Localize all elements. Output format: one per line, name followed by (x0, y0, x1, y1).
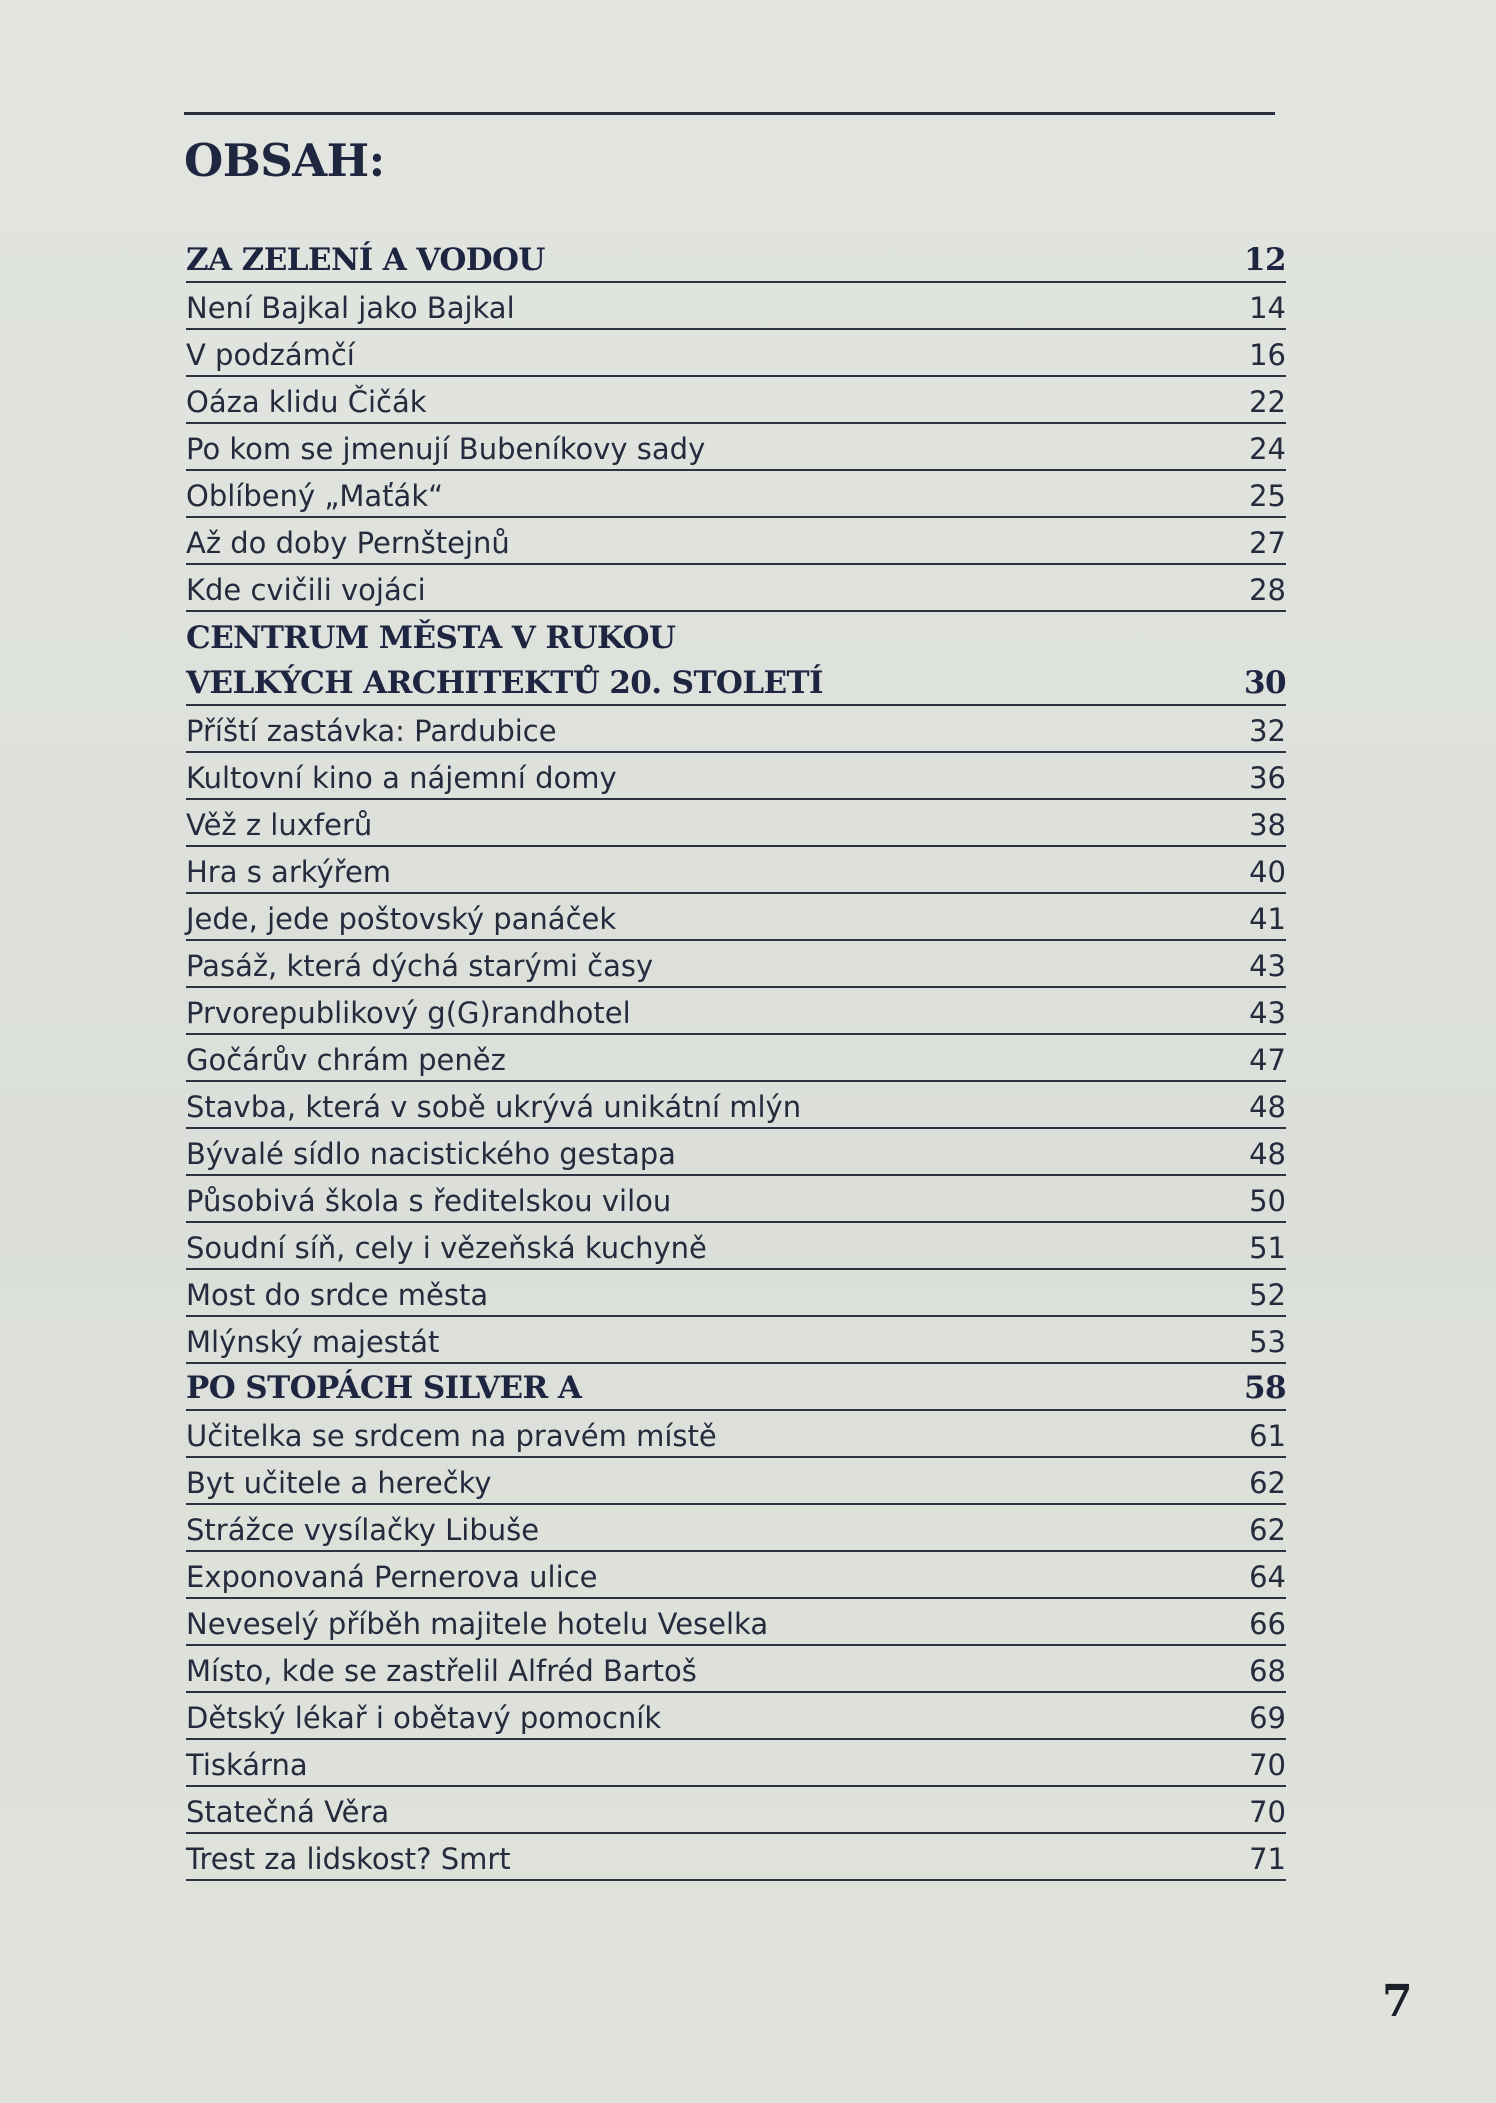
toc-entry-row[interactable] (186, 330, 1286, 377)
toc-section-row[interactable] (186, 236, 1286, 283)
toc-section-page: 12 (1244, 242, 1286, 278)
toc-entry-page: 28 (1249, 573, 1286, 607)
toc-entry-page: 64 (1249, 1560, 1286, 1594)
toc-entry-title: Trest za lidskost? Smrt (186, 1842, 511, 1876)
toc-entry-row[interactable] (186, 1082, 1286, 1129)
toc-entry-title: Dětský lékař i obětavý pomocník (186, 1701, 662, 1735)
toc-entry-row[interactable] (186, 1740, 1286, 1787)
toc-entry-title: Most do srdce města (186, 1278, 489, 1312)
toc-entry-row[interactable] (186, 565, 1286, 612)
toc-entry-title: Až do doby Pernštejnů (186, 526, 510, 560)
toc-entry-page: 16 (1249, 338, 1286, 372)
toc-section-title: ZA ZELENÍ A VODOU (186, 242, 545, 278)
toc-entry-page: 22 (1249, 385, 1286, 419)
toc-entry-title: Po kom se jmenují Bubeníkovy sady (186, 432, 706, 466)
toc-entry-title: Bývalé sídlo nacistického gestapa (186, 1137, 676, 1171)
toc-entry-page: 53 (1249, 1325, 1286, 1359)
toc-entry-row[interactable] (186, 1035, 1286, 1082)
toc-entry-page: 71 (1249, 1842, 1286, 1876)
toc-entry-page: 40 (1249, 855, 1286, 889)
toc-entry-page: 70 (1249, 1748, 1286, 1782)
toc-entry-row[interactable] (186, 1223, 1286, 1270)
toc-entry-title: Gočárův chrám peněz (186, 1043, 506, 1077)
toc-section-page: 30 (1244, 665, 1286, 701)
toc-entry-title: Místo, kde se zastřelil Alfréd Bartoš (186, 1654, 697, 1688)
toc-entry-page: 62 (1249, 1466, 1286, 1500)
toc-entry-page: 62 (1249, 1513, 1286, 1547)
toc-section-title-line (186, 612, 1286, 659)
toc-entry-page: 47 (1249, 1043, 1286, 1077)
toc-entry-row[interactable] (186, 1599, 1286, 1646)
toc-entry-page: 66 (1249, 1607, 1286, 1641)
toc-section-row[interactable] (186, 659, 1286, 706)
toc-entry-row[interactable] (186, 1834, 1286, 1881)
toc-section-page: 58 (1244, 1370, 1286, 1406)
toc-entry-title: Příští zastávka: Pardubice (186, 714, 557, 748)
toc-entry-title: Hra s arkýřem (186, 855, 392, 889)
toc-entry-page: 41 (1249, 902, 1286, 936)
toc-entry-title: Exponovaná Pernerova ulice (186, 1560, 598, 1594)
toc-entry-row[interactable] (186, 1458, 1286, 1505)
toc-entry-row[interactable] (186, 1787, 1286, 1834)
toc-entry-row[interactable] (186, 1505, 1286, 1552)
toc-entry-page: 25 (1249, 479, 1286, 513)
toc-entry-page: 48 (1249, 1090, 1286, 1124)
page-number: 7 (1382, 1976, 1413, 2027)
toc-entry-title: Oáza klidu Čičák (186, 385, 427, 419)
toc-entry-title: Není Bajkal jako Bajkal (186, 291, 515, 325)
toc-entry-row[interactable] (186, 1411, 1286, 1458)
toc-entry-title: Působivá škola s ředitelskou vilou (186, 1184, 672, 1218)
toc-entry-row[interactable] (186, 424, 1286, 471)
toc-entry-page: 50 (1249, 1184, 1286, 1218)
toc-entry-title: Soudní síň, cely i vězeňská kuchyně (186, 1231, 707, 1265)
toc-entry-page: 51 (1249, 1231, 1286, 1265)
toc-entry-page: 48 (1249, 1137, 1286, 1171)
toc-entry-row[interactable] (186, 706, 1286, 753)
toc-entry-page: 61 (1249, 1419, 1286, 1453)
toc-entry-title: Tiskárna (186, 1748, 308, 1782)
toc-entry-page: 38 (1249, 808, 1286, 842)
toc-entry-page: 70 (1249, 1795, 1286, 1829)
toc-entry-page: 32 (1249, 714, 1286, 748)
toc-entry-page: 27 (1249, 526, 1286, 560)
toc-entry-row[interactable] (186, 1646, 1286, 1693)
toc-entry-row[interactable] (186, 1270, 1286, 1317)
toc-entry-row[interactable] (186, 800, 1286, 847)
toc-entry-row[interactable] (186, 283, 1286, 330)
toc-entry-row[interactable] (186, 1693, 1286, 1740)
toc-section-title-first-line: CENTRUM MĚSTA V RUKOU (186, 620, 676, 656)
toc-entry-title: Oblíbený „Maťák“ (186, 479, 444, 513)
toc-entry-title: Byt učitele a herečky (186, 1466, 492, 1500)
toc-entry-row[interactable] (186, 518, 1286, 565)
toc-entry-row[interactable] (186, 847, 1286, 894)
contents-heading: OBSAH: (184, 134, 385, 187)
toc-entry-title: Statečná Věra (186, 1795, 390, 1829)
toc-section-row[interactable] (186, 1364, 1286, 1411)
toc-entry-title: V podzámčí (186, 338, 355, 372)
toc-entry-title: Prvorepublikový g(G)randhotel (186, 996, 631, 1030)
toc-entry-row[interactable] (186, 1552, 1286, 1599)
toc-entry-page: 69 (1249, 1701, 1286, 1735)
toc-entry-title: Stavba, která v sobě ukrývá unikátní mlýn (186, 1090, 802, 1124)
toc-entry-page: 52 (1249, 1278, 1286, 1312)
toc-entry-page: 68 (1249, 1654, 1286, 1688)
toc-entry-row[interactable] (186, 988, 1286, 1035)
toc-section-title: PO STOPÁCH SILVER A (186, 1370, 582, 1406)
toc-entry-row[interactable] (186, 471, 1286, 518)
toc-entry-page: 24 (1249, 432, 1286, 466)
toc-entry-page: 43 (1249, 996, 1286, 1030)
toc-entry-row[interactable] (186, 1176, 1286, 1223)
toc-entry-row[interactable] (186, 1317, 1286, 1364)
toc-entry-row[interactable] (186, 377, 1286, 424)
toc-entry-title: Kultovní kino a nájemní domy (186, 761, 617, 795)
toc-entry-title: Jede, jede poštovský panáček (186, 902, 617, 936)
toc-entry-title: Mlýnský majestát (186, 1325, 440, 1359)
toc-entry-page: 36 (1249, 761, 1286, 795)
toc-entry-row[interactable] (186, 894, 1286, 941)
toc-entry-title: Neveselý příběh majitele hotelu Veselka (186, 1607, 769, 1641)
toc-entry-title: Strážce vysílačky Libuše (186, 1513, 540, 1547)
toc-entry-title: Učitelka se srdcem na pravém místě (186, 1419, 717, 1453)
toc-entry-title: Věž z luxferů (186, 808, 373, 842)
top-divider (184, 112, 1275, 115)
toc-entry-title: Kde cvičili vojáci (186, 573, 426, 607)
toc-entry-title: Pasáž, která dýchá starými časy (186, 949, 654, 983)
toc-entry-row[interactable] (186, 941, 1286, 988)
toc-entry-row[interactable] (186, 753, 1286, 800)
toc-entry-page: 43 (1249, 949, 1286, 983)
toc-entry-row[interactable] (186, 1129, 1286, 1176)
toc-entry-page: 14 (1249, 291, 1286, 325)
table-of-contents (186, 236, 1286, 1881)
toc-section-title: VELKÝCH ARCHITEKTŮ 20. STOLETÍ (186, 665, 823, 701)
